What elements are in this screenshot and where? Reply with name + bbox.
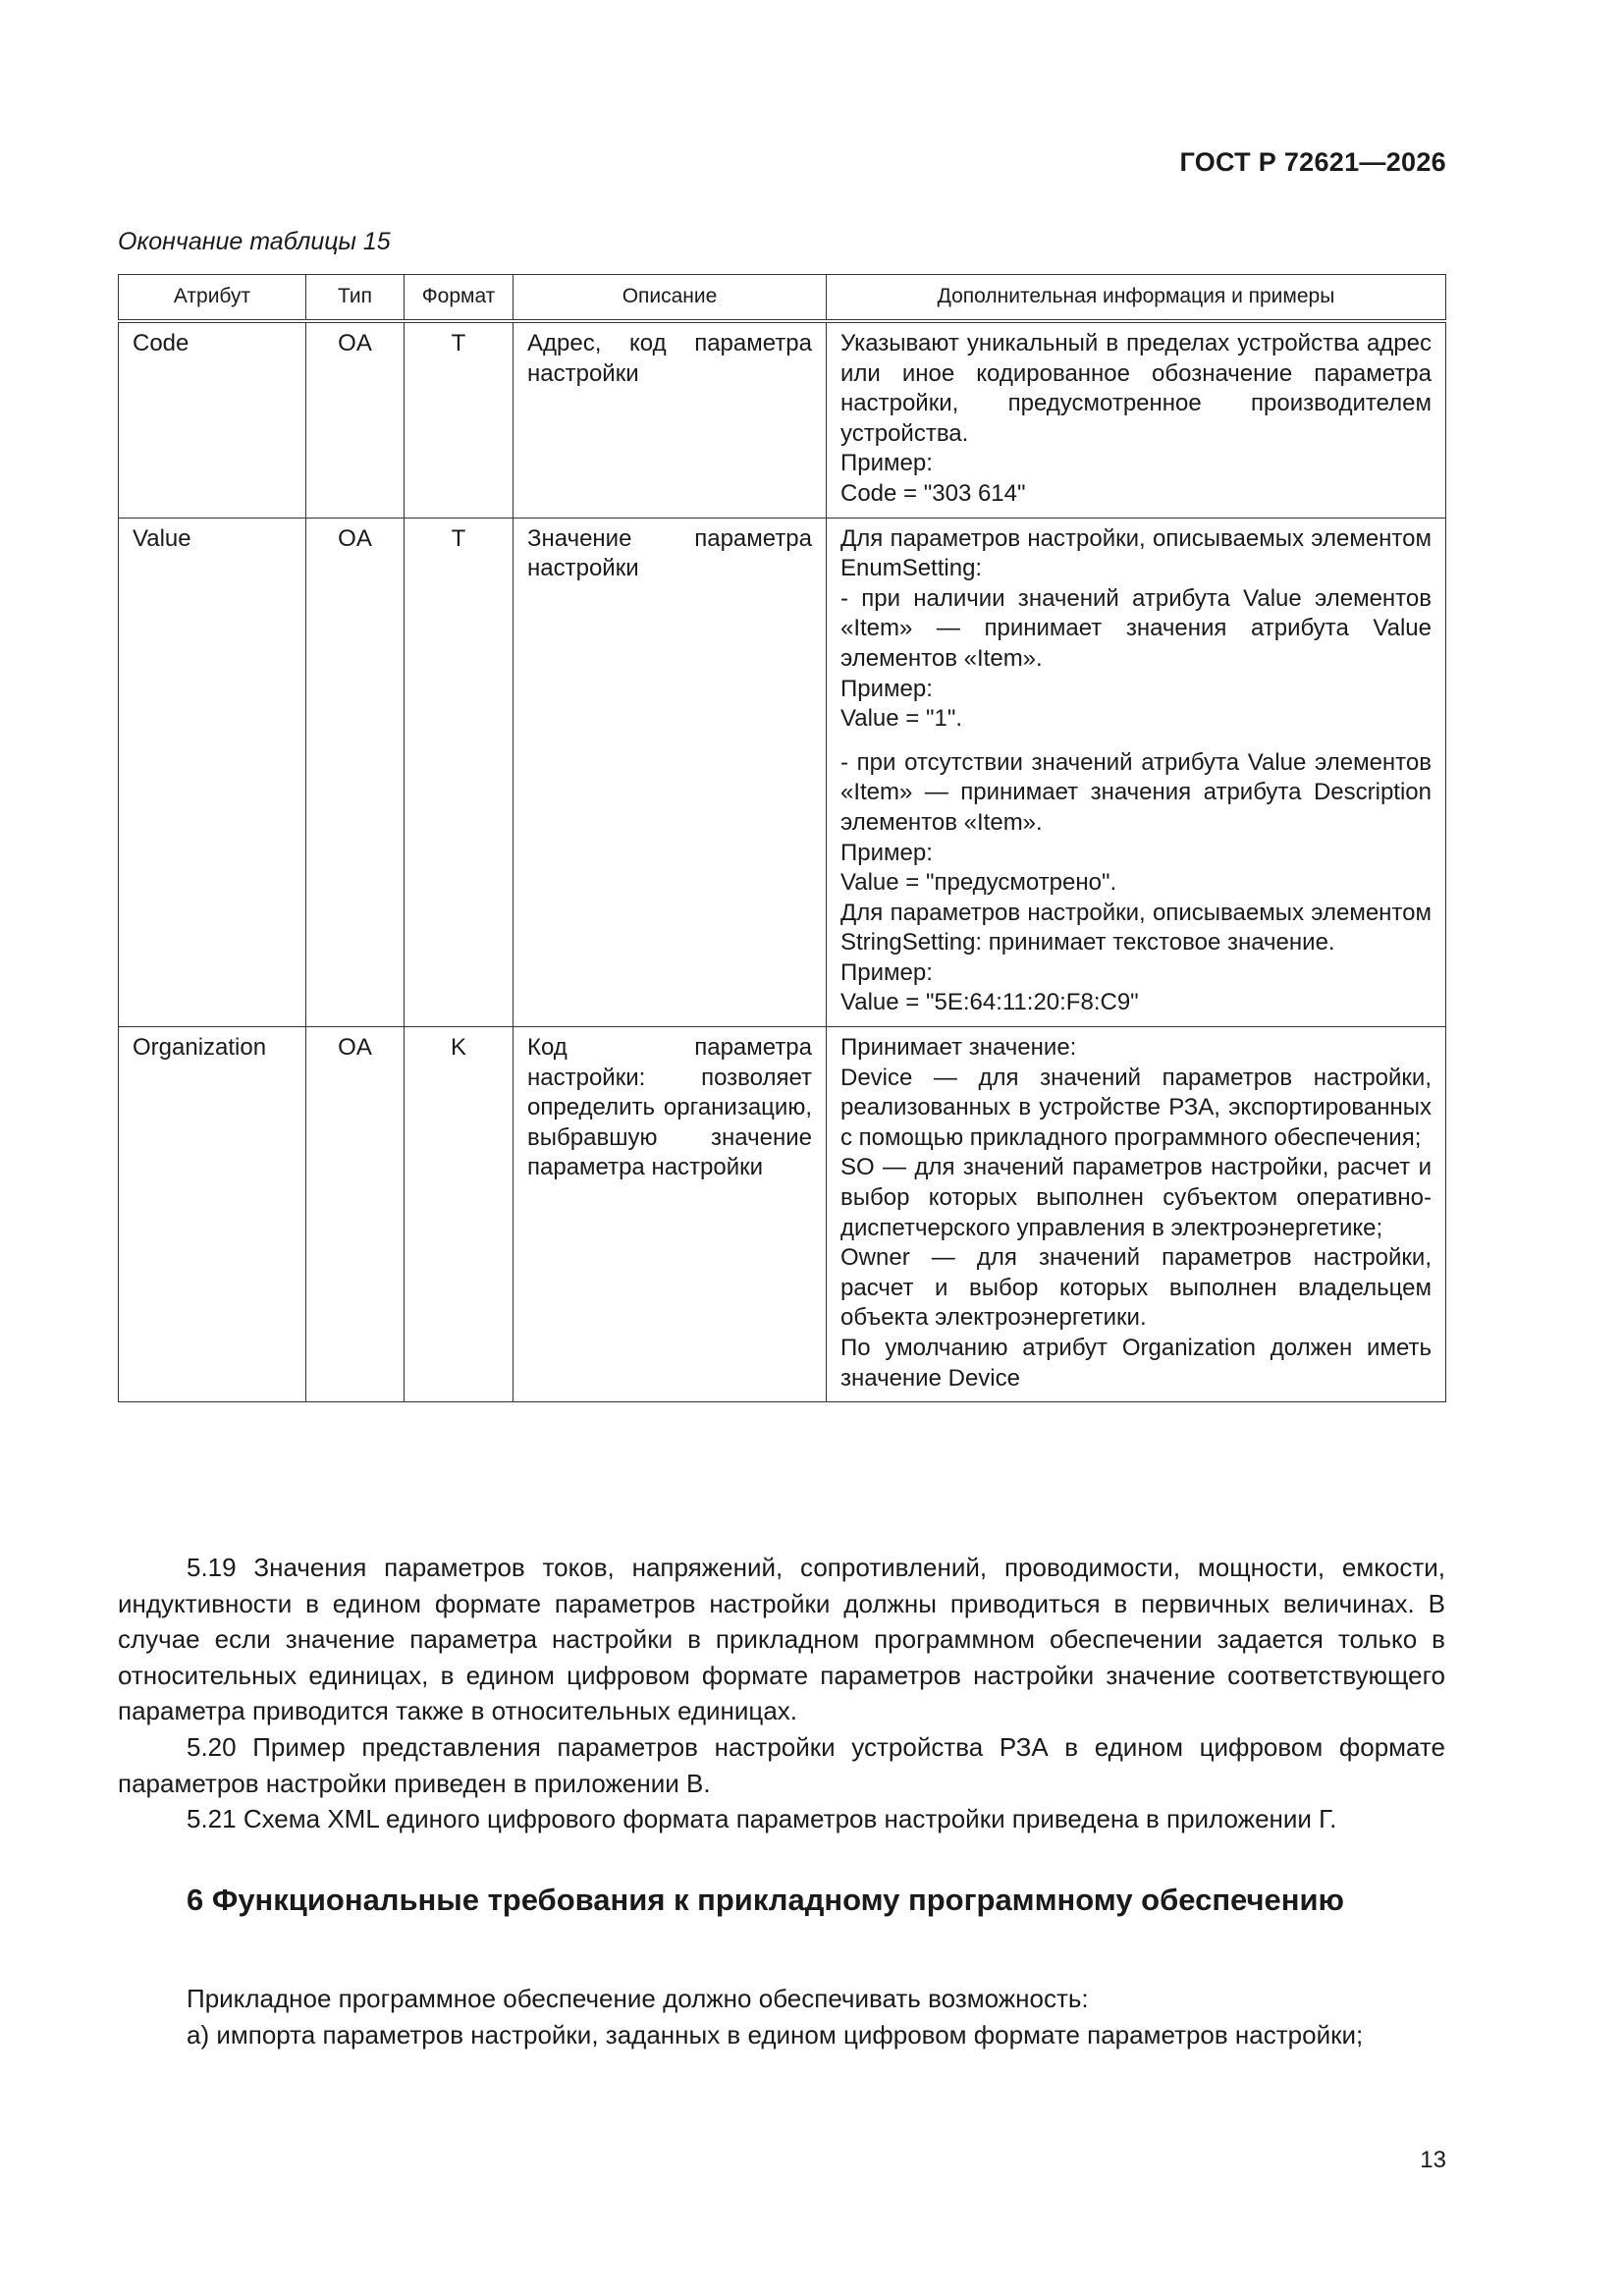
column-header-attribute: Атрибут — [119, 275, 306, 322]
cell-description: Значение параметра настройки — [514, 518, 827, 1027]
cell-type: OA — [306, 321, 405, 518]
paragraph-5-21: 5.21 Схема XML единого цифрового формата параметров настройки приведена в приложении Г. — [187, 1804, 1337, 1833]
paragraph-5-19: 5.19 Значения параметров токов, напряжений, сопротивлений, проводимости, мощности, емкости, индуктивности в едином формате параметров настройки должны приводиться в первичных величинах. В случае если значение параметра настройки в прикладном программном обеспечении задается только в относительных единицах, в едином цифровом формате параметров настройки значение соответствующего параметра приводится также в относительных единицах. — [118, 1553, 1445, 1725]
info-line: По умолчанию атрибут Organization должен иметь значение Device — [840, 1335, 1432, 1392]
cell-attribute: Organization — [119, 1027, 306, 1402]
column-header-format: Формат — [405, 275, 514, 322]
column-header-type: Тип — [306, 275, 405, 322]
info-line: Пример: — [840, 958, 933, 986]
info-line: Пример: — [840, 450, 933, 477]
table-caption: Окончание таблицы 15 — [118, 228, 391, 255]
paragraph-5-20: 5.20 Пример представления параметров настройки устройства РЗА в едином цифровом формате параметров настройки приведен в приложении В. — [118, 1732, 1445, 1798]
cell-info — [827, 321, 1446, 518]
document-id-header: ГОСТ Р 72621—2026 — [1179, 147, 1446, 177]
info-line: Указывают уникальный в пределах устройства адрес или иное кодированное обозначение параметра настройки, предусмотренное производителем устройства. — [840, 330, 1432, 447]
cell-attribute: Code — [119, 321, 306, 518]
info-line: Для параметров настройки, описываемых элементом StringSetting: принимает текстовое значение. — [840, 899, 1432, 957]
cell-format: T — [405, 518, 514, 1027]
info-line: Для параметров настройки, описываемых элементом EnumSetting: — [840, 524, 1432, 582]
info-line: - при наличии значений атрибута Value элементов «Item» — принимает значения атрибута Value элементов «Item». — [840, 584, 1432, 672]
info-line: SO — для значений параметров настройки, расчет и выбор которых выполнен субъектом оперативно-диспетчерского управления в электроэнергетике; — [840, 1154, 1432, 1241]
info-line: Owner — для значений параметров настройки, расчет и выбор которых выполнен владельцем объекта электроэнергетики. — [840, 1244, 1432, 1332]
cell-type: OA — [306, 1027, 405, 1402]
attributes-table — [118, 274, 1446, 1402]
table-row — [119, 321, 1446, 518]
info-line: Value = "1". — [840, 705, 963, 733]
info-line: Пример: — [840, 675, 933, 702]
table-row — [119, 1027, 1446, 1402]
column-header-description: Описание — [514, 275, 827, 322]
cell-format: K — [405, 1027, 514, 1402]
cell-info — [827, 1027, 1446, 1402]
info-line: Code = "303 614" — [840, 479, 1026, 507]
cell-description: Адрес, код параметра настройки — [514, 321, 827, 518]
info-line: Принимает значение: — [840, 1034, 1077, 1062]
cell-format: T — [405, 321, 514, 518]
table-header-row — [119, 275, 1446, 322]
section-6-intro: Прикладное программное обеспечение должно обеспечивать возможность: — [187, 1984, 1089, 2013]
cell-description: Код параметра настройки: позволяет определить организацию, выбравшую значение параметра настройки — [514, 1027, 827, 1402]
info-line: Value = "5E:64:11:20:F8:C9" — [840, 989, 1139, 1016]
info-line: - при отсутствии значений атрибута Value элементов «Item» — принимает значения атрибута Description элементов «Item». — [840, 748, 1432, 836]
section-6-heading: 6 Функциональные требования к прикладному программному обеспечению — [187, 1883, 1345, 1917]
info-line: Пример: — [840, 839, 933, 866]
info-line: Device — для значений параметров настройки, реализованных в устройстве РЗА, экспортированных с помощью прикладного программного обеспечения; — [840, 1064, 1432, 1151]
cell-attribute: Value — [119, 518, 306, 1027]
column-header-info: Дополнительная информация и примеры — [827, 275, 1446, 322]
list-item-a: а) импорта параметров настройки, заданных в едином цифровом формате параметров настройки; — [187, 2020, 1364, 2050]
cell-type: OA — [306, 518, 405, 1027]
cell-info — [827, 518, 1446, 1027]
page-number: 13 — [1420, 2147, 1446, 2173]
table-row — [119, 518, 1446, 1027]
info-line: Value = "предусмотрено". — [840, 869, 1117, 897]
